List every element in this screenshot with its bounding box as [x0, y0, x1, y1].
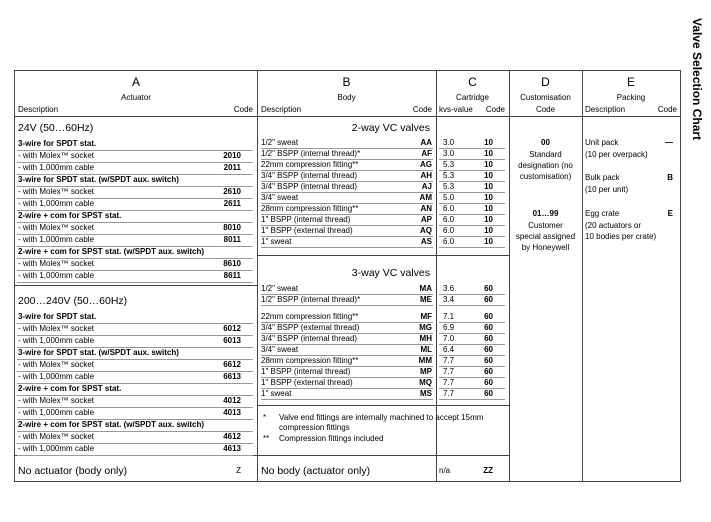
body-code: MS — [420, 389, 432, 398]
packing-desc: (10 per unit) — [585, 185, 629, 194]
actuator-option-label: - with Molex™ socket — [18, 151, 95, 160]
column-letter-b: B — [342, 75, 351, 89]
row-rule — [17, 282, 253, 283]
body-description: 1" sweat — [261, 389, 292, 398]
actuator-wiring-label: 3-wire for SPDT stat. — [18, 312, 97, 321]
actuator-code: 8611 — [223, 271, 241, 280]
divider — [15, 285, 257, 286]
body-code: AG — [420, 160, 432, 169]
body-2way-title: 2-way VC valves — [351, 122, 430, 134]
cartridge-kvs: 7.7 — [443, 367, 455, 376]
body-description: 1/2" BSPP (internal thread)* — [261, 295, 361, 304]
cartridge-kvs: 6.0 — [443, 204, 455, 213]
cartridge-kvs: 5.3 — [443, 182, 455, 191]
column-kvs-label: kvs-value — [439, 105, 473, 114]
actuator-option-label: - with Molex™ socket — [18, 360, 95, 369]
actuator-option-label: - with Molex™ socket — [18, 396, 95, 405]
divider — [509, 71, 510, 481]
actuator-code: 6612 — [223, 360, 241, 369]
customisation-desc: Standard — [529, 150, 562, 159]
actuator-code: 6012 — [223, 324, 241, 333]
row-rule — [439, 247, 505, 248]
actuator-wiring-label: 3-wire for SPDT stat. (w/SPDT aux. switch) — [18, 348, 179, 357]
row-rule — [261, 305, 433, 306]
actuator-wiring-label: 3-wire for SPDT stat. (w/SPDT aux. switch) — [18, 175, 179, 184]
customisation-code-special: 01…99 — [532, 209, 559, 218]
body-description: 22mm compression fitting** — [261, 160, 359, 169]
cartridge-code: 10 — [484, 138, 493, 147]
column-code-label: Code — [485, 105, 505, 114]
body-description: 1/2" BSPP (internal thread)* — [261, 149, 361, 158]
cartridge-code: 10 — [484, 237, 493, 246]
actuator-option-label: - with Molex™ socket — [18, 324, 95, 333]
customisation-desc: designation (no — [518, 161, 573, 170]
body-code: ML — [420, 345, 432, 354]
body-description: 3/4" BSPP (internal thread) — [261, 171, 358, 180]
cartridge-kvs: 3.6 — [443, 284, 455, 293]
column-title-actuator: Actuator — [121, 93, 151, 102]
body-description: 1" BSPP (internal thread) — [261, 367, 351, 376]
cartridge-code: 60 — [484, 323, 493, 332]
customisation-desc: by Honeywell — [521, 243, 570, 252]
body-description: 22mm compression fitting** — [261, 312, 359, 321]
cartridge-kvs: 6.4 — [443, 345, 455, 354]
cartridge-code: 10 — [484, 193, 493, 202]
customisation-code-standard: 00 — [541, 138, 550, 147]
no-body-kvs: n/a — [439, 466, 451, 475]
valve-selection-table — [14, 70, 681, 482]
cartridge-kvs: 5.3 — [443, 171, 455, 180]
cartridge-kvs: 7.1 — [443, 312, 455, 321]
cartridge-kvs: 6.0 — [443, 237, 455, 246]
cartridge-kvs: 3.0 — [443, 138, 455, 147]
actuator-wiring-label: 2-wire + com for SPST stat. (w/SPDT aux. switch) — [18, 247, 205, 256]
body-description: 1/2" sweat — [261, 138, 299, 147]
body-description: 28mm compression fitting** — [261, 204, 359, 213]
body-description: 3/4" BSPP (internal thread) — [261, 334, 358, 343]
packing-desc: (10 per overpack) — [585, 150, 648, 159]
body-description: 1" sweat — [261, 237, 292, 246]
actuator-option-label: - with 1,000mm cable — [18, 235, 95, 244]
actuator-code: 6013 — [223, 336, 241, 345]
cartridge-code: 10 — [484, 226, 493, 235]
divider — [582, 71, 583, 481]
body-code: AA — [420, 138, 432, 147]
cartridge-kvs: 5.3 — [443, 160, 455, 169]
body-code: AH — [420, 171, 432, 180]
actuator-code: 6613 — [223, 372, 241, 381]
body-code: MG — [419, 323, 432, 332]
note-text: Valve end fittings are internally machined to accept 15mm — [279, 413, 484, 422]
no-actuator-label: No actuator (body only) — [18, 465, 128, 477]
cartridge-kvs: 7.7 — [443, 389, 455, 398]
note-mark: ** — [263, 434, 270, 443]
cartridge-code: 60 — [484, 334, 493, 343]
actuator-option-label: - with Molex™ socket — [18, 432, 95, 441]
cartridge-kvs: 7.7 — [443, 378, 455, 387]
divider — [15, 116, 680, 117]
body-description: 3/4" BSPP (internal thread) — [261, 182, 358, 191]
body-description: 3/4" BSPP (external thread) — [261, 323, 360, 332]
body-code: AM — [419, 193, 432, 202]
no-body-code: ZZ — [483, 466, 493, 475]
cartridge-kvs: 7.0 — [443, 334, 455, 343]
divider — [257, 405, 509, 406]
divider — [257, 255, 509, 256]
body-code: ME — [420, 295, 432, 304]
body-code: MM — [418, 356, 432, 365]
packing-desc: Unit pack — [585, 138, 619, 147]
cartridge-kvs: 6.9 — [443, 323, 455, 332]
row-rule — [261, 247, 433, 248]
cartridge-code: 60 — [484, 367, 493, 376]
packing-code: B — [667, 173, 673, 182]
actuator-code: 4613 — [223, 444, 241, 453]
actuator-code: 2011 — [223, 163, 241, 172]
packing-desc: 10 bodies per crate) — [585, 232, 657, 241]
column-letter-a: A — [131, 75, 140, 89]
cartridge-code: 60 — [484, 345, 493, 354]
column-code-label: Code — [412, 105, 432, 114]
no-actuator-code: Z — [236, 466, 241, 475]
body-description: 1/2" sweat — [261, 284, 299, 293]
cartridge-code: 10 — [484, 160, 493, 169]
cartridge-code: 60 — [484, 378, 493, 387]
column-desc-label: Description — [18, 105, 59, 114]
customisation-desc: Customer — [528, 221, 563, 230]
note-text: Compression fittings included — [279, 434, 384, 443]
no-body-label: No body (actuator only) — [261, 465, 371, 477]
body-code: MH — [419, 334, 432, 343]
column-code-label: Code — [657, 105, 677, 114]
actuator-code: 4612 — [223, 432, 241, 441]
cartridge-code: 60 — [484, 312, 493, 321]
actuator-code: 4013 — [223, 408, 241, 417]
actuator-wiring-label: 2-wire + com for SPST stat. — [18, 211, 122, 220]
actuator-option-label: - with 1,000mm cable — [18, 336, 95, 345]
actuator-code: 8610 — [223, 259, 241, 268]
body-code: AP — [420, 215, 432, 224]
cartridge-code: 60 — [484, 389, 493, 398]
body-description: 3/4" sweat — [261, 193, 299, 202]
cartridge-kvs: 3.0 — [443, 149, 455, 158]
column-desc-label: Description — [585, 105, 626, 114]
actuator-option-label: - with 1,000mm cable — [18, 199, 95, 208]
actuator-option-label: - with Molex™ socket — [18, 187, 95, 196]
column-code-label: Code — [233, 105, 253, 114]
body-code: AJ — [421, 182, 432, 191]
actuator-code: 2611 — [223, 199, 241, 208]
cartridge-kvs: 6.0 — [443, 215, 455, 224]
actuator-code: 2610 — [223, 187, 241, 196]
body-code: MF — [420, 312, 432, 321]
row-rule — [17, 455, 253, 456]
actuator-option-label: - with 1,000mm cable — [18, 372, 95, 381]
packing-desc: Bulk pack — [585, 173, 620, 182]
cartridge-code: 10 — [484, 215, 493, 224]
actuator-code: 2010 — [223, 151, 241, 160]
note-mark: * — [263, 413, 267, 422]
cartridge-code: 10 — [484, 204, 493, 213]
body-description: 3/4" sweat — [261, 345, 299, 354]
packing-code: — — [665, 138, 673, 147]
column-title-body: Body — [337, 93, 356, 102]
row-rule — [439, 399, 505, 400]
actuator-wiring-label: 2-wire + com for SPST stat. (w/SPDT aux. switch) — [18, 420, 205, 429]
note-text: compression fittings — [279, 423, 350, 432]
cartridge-code: 60 — [484, 284, 493, 293]
column-title-cartridge: Cartridge — [456, 93, 489, 102]
cartridge-kvs: 6.0 — [443, 226, 455, 235]
column-letter-e: E — [626, 75, 635, 89]
packing-code: E — [667, 209, 673, 218]
cartridge-code: 10 — [484, 182, 493, 191]
row-rule — [439, 305, 505, 306]
actuator-code: 8010 — [223, 223, 241, 232]
body-code: AQ — [420, 226, 432, 235]
cartridge-kvs: 3.4 — [443, 295, 455, 304]
column-letter-d: D — [541, 75, 550, 89]
body-description: 1" BSPP (external thread) — [261, 226, 353, 235]
cartridge-code: 60 — [484, 356, 493, 365]
body-description: 1" BSPP (external thread) — [261, 378, 353, 387]
body-code: AN — [420, 204, 432, 213]
body-code: MQ — [419, 378, 432, 387]
actuator-option-label: - with 1,000mm cable — [18, 444, 95, 453]
actuator-option-label: - with Molex™ socket — [18, 223, 95, 232]
packing-desc: Egg crate — [585, 209, 620, 218]
body-code: MA — [419, 284, 432, 293]
page-title: Valve Selection Chart — [690, 18, 704, 141]
actuator-group-230v-title: 200…240V (50…60Hz) — [18, 295, 128, 307]
actuator-code: 4012 — [223, 396, 241, 405]
column-code-label: Code — [535, 105, 556, 114]
actuator-option-label: - with 1,000mm cable — [18, 163, 95, 172]
cartridge-code: 10 — [484, 171, 493, 180]
actuator-option-label: - with Molex™ socket — [18, 259, 95, 268]
body-code: AS — [420, 237, 432, 246]
actuator-option-label: - with 1,000mm cable — [18, 271, 95, 280]
cartridge-code: 10 — [484, 149, 493, 158]
body-description: 1" BSPP (internal thread) — [261, 215, 351, 224]
customisation-desc: special assigned — [515, 232, 576, 241]
actuator-group-24v-title: 24V (50…60Hz) — [18, 122, 94, 134]
row-rule — [261, 399, 433, 400]
column-desc-label: Description — [261, 105, 302, 114]
body-3way-title: 3-way VC valves — [351, 267, 430, 279]
cartridge-kvs: 5.0 — [443, 193, 455, 202]
actuator-wiring-label: 3-wire for SPDT stat. — [18, 139, 97, 148]
actuator-wiring-label: 2-wire + com for SPST stat. — [18, 384, 122, 393]
actuator-option-label: - with 1,000mm cable — [18, 408, 95, 417]
cartridge-kvs: 7.7 — [443, 356, 455, 365]
cartridge-code: 60 — [484, 295, 493, 304]
actuator-code: 8011 — [223, 235, 241, 244]
packing-desc: (20 actuators or — [585, 221, 642, 230]
column-title-customisation: Customisation — [520, 93, 571, 102]
body-code: MP — [420, 367, 432, 376]
body-code: AF — [421, 149, 432, 158]
column-letter-c: C — [468, 75, 477, 89]
body-description: 28mm compression fitting** — [261, 356, 359, 365]
customisation-desc: customisation) — [519, 172, 572, 181]
column-title-packing: Packing — [616, 93, 646, 102]
